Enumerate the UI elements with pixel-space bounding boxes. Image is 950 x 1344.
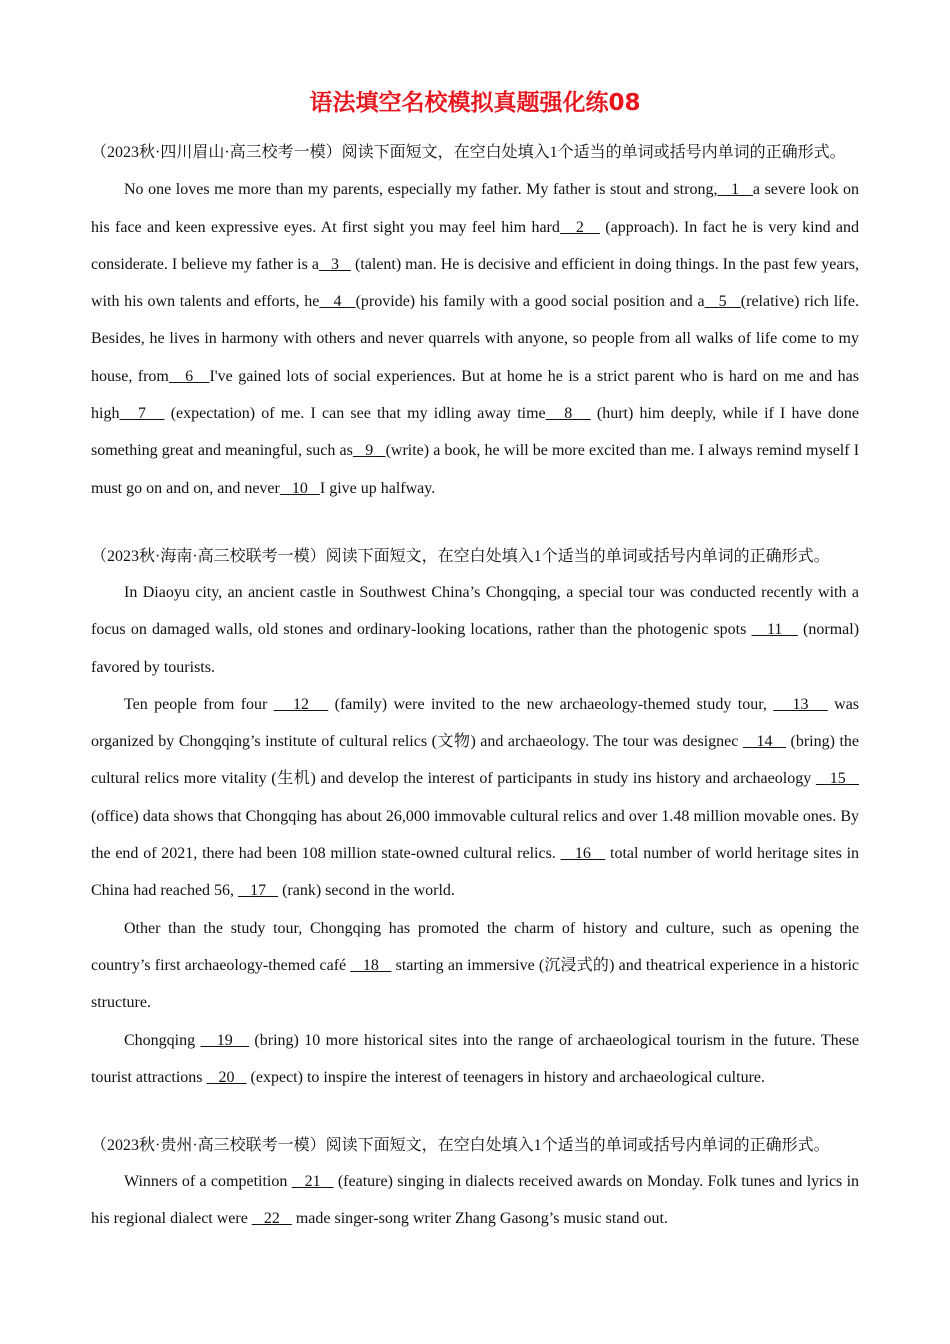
answer-blank[interactable] xyxy=(752,621,798,638)
answer-blank[interactable] xyxy=(169,368,210,385)
blank-number: 9 xyxy=(365,442,374,460)
passage-text: (write) a book, he will be more excited than me. I always remind myself I must go on and on, and never xyxy=(91,442,860,497)
blank-number: 18 xyxy=(362,956,379,974)
passage-text: I've gained lots of social experiences. But at home he is a strict parent who is hard on me and has high xyxy=(91,367,860,423)
answer-blank[interactable] xyxy=(252,1210,292,1227)
blank-number: 22 xyxy=(263,1210,280,1228)
answer-blank[interactable] xyxy=(773,696,827,713)
passage-text: (hurt) him deeply, while if I have done something great and meaningful, such as xyxy=(91,405,860,460)
passage-text: No one loves me more than my parents, especially my father. My father is stout and strong, xyxy=(124,181,718,199)
blank-number: 7 xyxy=(137,405,146,423)
passage-text: (bring) the cultural relics more vitality (生机) and develop the interest of participants in study ins history and archaeology xyxy=(91,733,860,788)
passage-text: made singer-song writer Zhang Gasong’s music stand out. xyxy=(291,1210,668,1228)
passage-text: I give up halfway. xyxy=(319,479,436,497)
passage-text: Other than the study tour, Chongqing has promoted the charm of history and culture, such as opening the country’s first archaeology-themed café xyxy=(91,919,859,974)
blank-number: 10 xyxy=(291,479,308,497)
blank-number: 3 xyxy=(330,255,339,273)
answer-blank[interactable] xyxy=(560,219,600,236)
section-instructions: （2023秋·海南·高三校联考一模）阅读下面短文，在空白处填入1个适当的单词或括号内单词的正确形式。 xyxy=(91,547,830,565)
passage-text: a severe look on his face and keen expressive eyes. At first sight you may feel him hard xyxy=(91,181,860,236)
blank-number: 4 xyxy=(333,293,342,311)
passage-text: (feature) singing in dialects received awards on Monday. Folk tunes and lyrics in his regional dialect were xyxy=(91,1173,860,1228)
passage-text: starting an immersive (沉浸式的) and theatrical experience in a historic structure. xyxy=(91,956,860,1012)
passage-paragraph xyxy=(91,686,859,910)
passage-paragraph xyxy=(91,1022,859,1097)
blank-number: 12 xyxy=(293,695,310,713)
blank-number: 1 xyxy=(731,181,740,199)
passage-text: (bring) 10 more historical sites into the range of archaeological tourism in the future. These tourist attractions xyxy=(91,1031,860,1086)
answer-blank[interactable] xyxy=(207,1069,247,1086)
blank-number: 14 xyxy=(756,733,773,751)
answer-blank[interactable] xyxy=(816,770,859,787)
passage-text: (expectation) of me. I can see that my idling away time xyxy=(164,405,546,423)
document-body xyxy=(91,134,859,1271)
answer-blank[interactable] xyxy=(319,293,355,310)
blank-number: 16 xyxy=(574,845,591,863)
blank-number: 15 xyxy=(829,770,846,788)
passage-paragraph xyxy=(91,1163,859,1238)
section-instructions: （2023秋·贵州·高三校联考一模）阅读下面短文，在空白处填入1个适当的单词或括号内单词的正确形式。 xyxy=(91,1137,830,1155)
answer-blank[interactable] xyxy=(717,181,752,198)
exercise-section xyxy=(91,134,859,507)
answer-blank[interactable] xyxy=(743,733,786,750)
answer-blank[interactable] xyxy=(546,405,591,422)
answer-blank[interactable] xyxy=(274,696,328,713)
section-instructions: （2023秋·四川眉山·高三校考一模）阅读下面短文，在空白处填入1个适当的单词或括号内单词的正确形式。 xyxy=(91,144,846,161)
passage-text: (approach). In fact he is very kind and considerate. I believe my father is a xyxy=(91,218,860,273)
passage-paragraph xyxy=(91,910,859,1022)
answer-blank[interactable] xyxy=(319,256,351,273)
answer-blank[interactable] xyxy=(561,845,606,862)
answer-blank[interactable] xyxy=(119,405,164,422)
passage-text: (normal) favored by tourists. xyxy=(91,621,860,676)
passage-text: Ten people from four xyxy=(124,695,274,713)
passage-text: (talent) man. He is decisive and efficient in doing things. In the past few years, with his own talents and efforts, he xyxy=(91,255,860,311)
passage-text: Chongqing xyxy=(124,1031,201,1049)
blank-number: 17 xyxy=(250,882,267,900)
exercise-section xyxy=(91,1129,859,1238)
blank-number: 2 xyxy=(575,218,584,236)
passage-text: total number of world heritage sites in China had reached 56, xyxy=(91,845,860,900)
blank-number: 8 xyxy=(564,405,573,423)
passage-text: (rank) second in the world. xyxy=(278,882,455,900)
passage-text: was organized by Chongqing’s institute of cultural relics (文物) and archaeology. The tour was designec xyxy=(91,695,860,751)
passage-text: In Diaoyu city, an ancient castle in Southwest China’s Chongqing, a special tour was conducted recently with a focus on damaged walls, old stones and ordinary-looking locations, rather than the photogenic spots xyxy=(91,583,859,639)
answer-blank[interactable] xyxy=(201,1032,249,1049)
blank-number: 19 xyxy=(216,1031,233,1049)
passage-paragraph xyxy=(91,171,859,507)
passage-text: (expect) to inspire the interest of teenagers in history and archaeological culture. xyxy=(246,1068,765,1086)
blank-number: 5 xyxy=(718,293,727,311)
passage-text: (provide) his family with a good social position and a xyxy=(355,293,705,311)
exercise-section xyxy=(91,540,859,1096)
blank-number: 13 xyxy=(792,695,809,713)
blank-number: 21 xyxy=(304,1173,321,1191)
passage-text: (family) were invited to the new archaeology-themed study tour, xyxy=(328,695,774,713)
passage-text: Winners of a competition xyxy=(124,1173,292,1191)
blank-number: 6 xyxy=(185,367,194,385)
passage-text: (office) data shows that Chongqing has about 26,000 immovable cultural relics and over 1.48 million movable ones. By the end of 2021, there had been 108 million state-owned cultural relics. xyxy=(91,807,859,863)
document-title: 语法填空名校模拟真题强化练08 xyxy=(309,90,641,116)
answer-blank[interactable] xyxy=(705,293,741,310)
blank-number: 20 xyxy=(218,1068,235,1086)
answer-blank[interactable] xyxy=(238,882,278,899)
blank-number: 11 xyxy=(767,621,783,639)
answer-blank[interactable] xyxy=(292,1173,334,1190)
answer-blank[interactable] xyxy=(280,480,320,497)
passage-paragraph xyxy=(91,574,859,686)
answer-blank[interactable] xyxy=(353,442,386,459)
passage-text: (relative) rich life. Besides, he lives in harmony with others and never quarrels with anyone, so people from all walks of life come to my house, from xyxy=(91,293,860,385)
answer-blank[interactable] xyxy=(350,957,391,974)
